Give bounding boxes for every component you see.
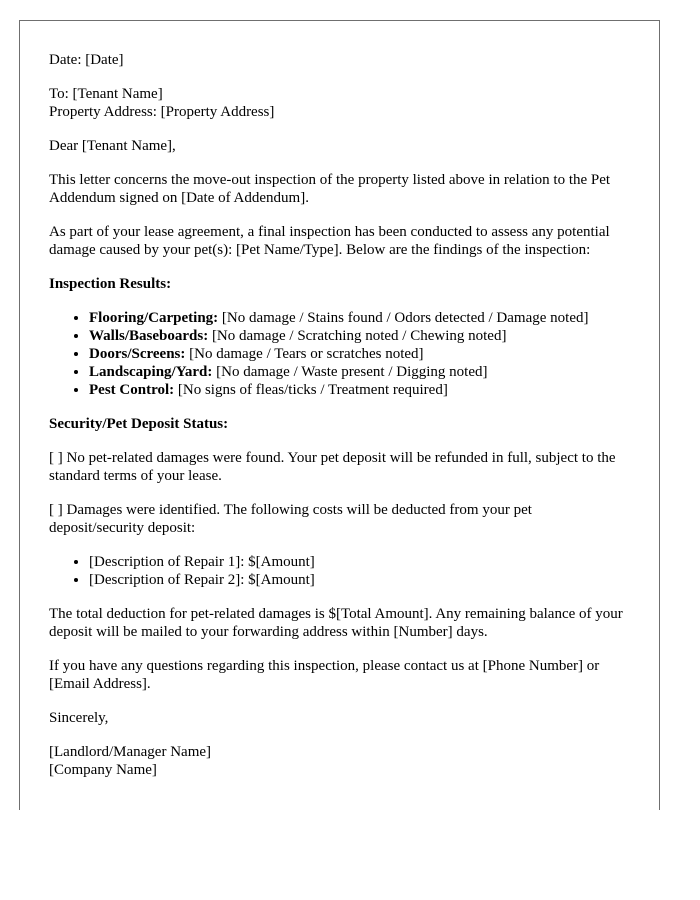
inspection-item-walls bbox=[89, 327, 630, 345]
inspection-item-label: Pest Control: bbox=[89, 382, 175, 398]
total-deduction-paragraph: The total deduction for pet-related damages is $[Total Amount]. Any remaining balance of your deposit will be mailed to your forwarding address within [Number] days. bbox=[49, 606, 623, 640]
signer-name: [Landlord/Manager Name] bbox=[49, 744, 212, 760]
closing: Sincerely, bbox=[49, 710, 109, 726]
inspection-item-value: [No damage / Waste present / Digging noted] bbox=[212, 364, 488, 380]
inspection-item-label: Landscaping/Yard: bbox=[89, 364, 213, 380]
inspection-item-label: Flooring/Carpeting: bbox=[89, 310, 219, 326]
inspection-results-list bbox=[49, 309, 630, 399]
inspection-results-heading: Inspection Results: bbox=[49, 276, 172, 292]
letter-page bbox=[19, 20, 660, 810]
salutation: Dear [Tenant Name], bbox=[49, 138, 176, 154]
property-address-line: Property Address: [Property Address] bbox=[49, 104, 275, 120]
intro-paragraph: This letter concerns the move-out inspection of the property listed above in relation to the Pet Addendum signed on [Date of Addendum]. bbox=[49, 172, 611, 206]
inspection-item-value: [No damage / Scratching noted / Chewing noted] bbox=[208, 328, 507, 344]
inspection-item-doors bbox=[89, 345, 630, 363]
company-name: [Company Name] bbox=[49, 762, 157, 778]
repair-item: • [Description of Repair 2]: $[Amount] bbox=[89, 571, 630, 589]
inspection-item-value: [No damage / Stains found / Odors detected / Damage noted] bbox=[218, 310, 589, 326]
repair-item: • [Description of Repair 1]: $[Amount] bbox=[89, 553, 630, 571]
recipient-line: To: [Tenant Name] bbox=[49, 86, 163, 102]
inspection-item-label: Doors/Screens: bbox=[89, 346, 186, 362]
deposit-status-heading: Security/Pet Deposit Status: bbox=[49, 416, 229, 432]
inspection-item-label: Walls/Baseboards: bbox=[89, 328, 209, 344]
option-damage: [ ] Damages were identified. The following costs will be deducted from your pet deposit/security deposit: bbox=[49, 502, 532, 536]
inspection-item-landscaping bbox=[89, 363, 630, 381]
inspection-item-pest-control bbox=[89, 381, 630, 399]
inspection-item-value: [No damage / Tears or scratches noted] bbox=[185, 346, 424, 362]
option-no-damage: [ ] No pet-related damages were found. Your pet deposit will be refunded in full, subject to the standard terms of your lease. bbox=[49, 450, 616, 484]
purpose-paragraph: As part of your lease agreement, a final inspection has been conducted to assess any potential damage caused by your pet(s): [Pet Name/Type]. Below are the findings of the inspection: bbox=[49, 224, 610, 258]
repair-list bbox=[49, 553, 630, 589]
inspection-item-value: [No signs of fleas/ticks / Treatment required] bbox=[174, 382, 448, 398]
date-line: Date: [Date] bbox=[49, 52, 124, 68]
inspection-item-flooring bbox=[89, 309, 630, 327]
contact-paragraph: If you have any questions regarding this inspection, please contact us at [Phone Number] or [Email Address]. bbox=[49, 658, 600, 692]
